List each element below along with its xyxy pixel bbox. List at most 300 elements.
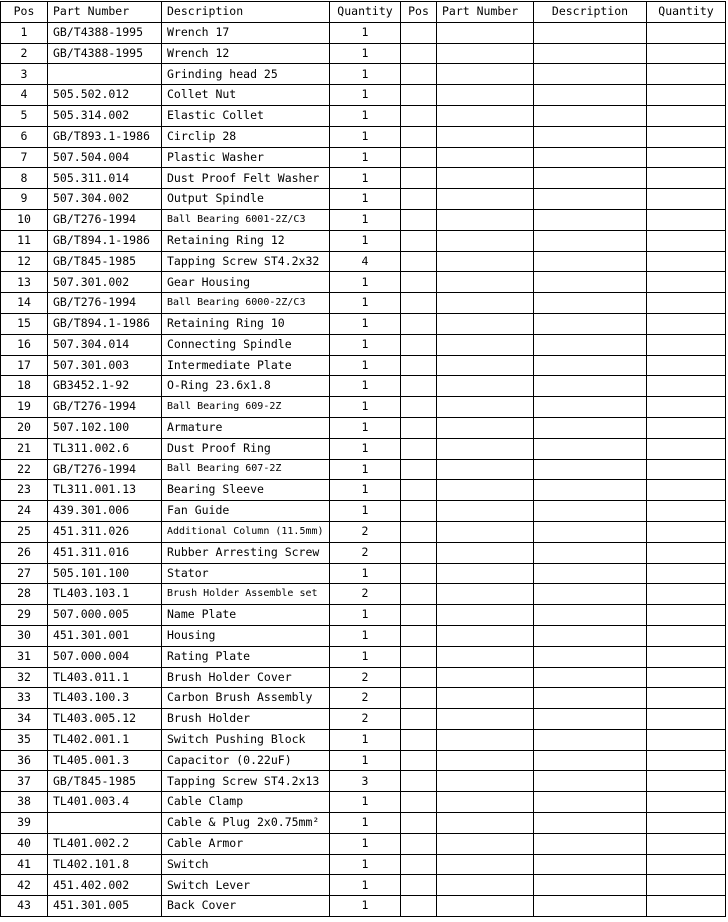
cell-description-empty xyxy=(534,709,647,730)
cell-pos-empty xyxy=(401,376,437,397)
table-row xyxy=(1,438,726,459)
cell-quantity-empty xyxy=(647,605,726,626)
cell-part-number-empty xyxy=(437,521,534,542)
cell-part-number: 507.304.014 xyxy=(48,334,162,355)
cell-description: Collet Nut xyxy=(162,85,330,106)
cell-pos-empty xyxy=(401,459,437,480)
cell-quantity: 1 xyxy=(330,189,401,210)
cell-description-empty xyxy=(534,875,647,896)
cell-part-number-empty xyxy=(437,230,534,251)
cell-quantity-empty xyxy=(647,813,726,834)
cell-part-number-empty xyxy=(437,854,534,875)
cell-quantity: 2 xyxy=(330,667,401,688)
cell-part-number-empty xyxy=(437,584,534,605)
cell-description: Elastic Collet xyxy=(162,105,330,126)
cell-description-empty xyxy=(534,501,647,522)
cell-pos-empty xyxy=(401,397,437,418)
table-row xyxy=(1,480,726,501)
cell-pos: 31 xyxy=(1,646,48,667)
cell-quantity: 2 xyxy=(330,521,401,542)
cell-description: Wrench 17 xyxy=(162,22,330,43)
cell-quantity-empty xyxy=(647,646,726,667)
cell-description: O-Ring 23.6x1.8 xyxy=(162,376,330,397)
cell-pos: 24 xyxy=(1,501,48,522)
table-row xyxy=(1,854,726,875)
header-quantity: Quantity xyxy=(330,2,401,23)
cell-pos-empty xyxy=(401,168,437,189)
cell-quantity: 1 xyxy=(330,605,401,626)
cell-description-empty xyxy=(534,376,647,397)
cell-quantity-empty xyxy=(647,105,726,126)
cell-quantity: 1 xyxy=(330,854,401,875)
table-row xyxy=(1,750,726,771)
cell-part-number: 507.504.004 xyxy=(48,147,162,168)
cell-quantity-empty xyxy=(647,272,726,293)
table-row xyxy=(1,272,726,293)
table-row xyxy=(1,771,726,792)
cell-description: Intermediate Plate xyxy=(162,355,330,376)
cell-description: Bearing Sleeve xyxy=(162,480,330,501)
cell-quantity-empty xyxy=(647,667,726,688)
table-row xyxy=(1,85,726,106)
cell-description-empty xyxy=(534,272,647,293)
cell-part-number-empty xyxy=(437,750,534,771)
table-row xyxy=(1,501,726,522)
table-row xyxy=(1,376,726,397)
header-description-2: Description xyxy=(534,2,647,23)
cell-quantity-empty xyxy=(647,43,726,64)
cell-description: Plastic Washer xyxy=(162,147,330,168)
cell-part-number-empty xyxy=(437,813,534,834)
table-row xyxy=(1,584,726,605)
cell-part-number-empty xyxy=(437,189,534,210)
table-row xyxy=(1,397,726,418)
cell-description-empty xyxy=(534,521,647,542)
cell-part-number: TL403.100.3 xyxy=(48,688,162,709)
table-row xyxy=(1,875,726,896)
cell-pos-empty xyxy=(401,272,437,293)
cell-quantity-empty xyxy=(647,501,726,522)
table-row xyxy=(1,64,726,85)
cell-description: Brush Holder xyxy=(162,709,330,730)
cell-part-number: 505.101.100 xyxy=(48,563,162,584)
cell-pos: 15 xyxy=(1,313,48,334)
cell-description-empty xyxy=(534,293,647,314)
cell-description-empty xyxy=(534,584,647,605)
cell-pos-empty xyxy=(401,43,437,64)
table-row xyxy=(1,313,726,334)
cell-pos: 10 xyxy=(1,209,48,230)
cell-description: Tapping Screw ST4.2x13 xyxy=(162,771,330,792)
cell-quantity: 1 xyxy=(330,272,401,293)
cell-description-empty xyxy=(534,85,647,106)
cell-quantity-empty xyxy=(647,438,726,459)
cell-quantity-empty xyxy=(647,397,726,418)
cell-description: Wrench 12 xyxy=(162,43,330,64)
cell-pos: 22 xyxy=(1,459,48,480)
cell-part-number: 505.314.002 xyxy=(48,105,162,126)
cell-description-empty xyxy=(534,105,647,126)
cell-quantity: 1 xyxy=(330,105,401,126)
cell-quantity-empty xyxy=(647,750,726,771)
cell-pos-empty xyxy=(401,313,437,334)
cell-description: Switch Pushing Block xyxy=(162,729,330,750)
cell-pos: 28 xyxy=(1,584,48,605)
cell-pos-empty xyxy=(401,209,437,230)
cell-quantity: 1 xyxy=(330,334,401,355)
cell-pos-empty xyxy=(401,417,437,438)
table-row xyxy=(1,625,726,646)
cell-quantity-empty xyxy=(647,625,726,646)
cell-part-number: 451.301.005 xyxy=(48,896,162,917)
cell-part-number-empty xyxy=(437,605,534,626)
header-description: Description xyxy=(162,2,330,23)
cell-quantity-empty xyxy=(647,688,726,709)
cell-quantity: 1 xyxy=(330,875,401,896)
cell-part-number-empty xyxy=(437,480,534,501)
cell-part-number-empty xyxy=(437,771,534,792)
cell-part-number-empty xyxy=(437,251,534,272)
cell-part-number-empty xyxy=(437,646,534,667)
cell-pos-empty xyxy=(401,750,437,771)
cell-quantity: 1 xyxy=(330,813,401,834)
cell-quantity-empty xyxy=(647,563,726,584)
cell-description: Brush Holder Cover xyxy=(162,667,330,688)
cell-pos: 12 xyxy=(1,251,48,272)
cell-part-number: GB/T845-1985 xyxy=(48,251,162,272)
cell-description-empty xyxy=(534,459,647,480)
cell-pos-empty xyxy=(401,605,437,626)
cell-part-number-empty xyxy=(437,22,534,43)
cell-part-number: GB/T276-1994 xyxy=(48,397,162,418)
cell-quantity-empty xyxy=(647,147,726,168)
cell-pos-empty xyxy=(401,480,437,501)
cell-pos: 11 xyxy=(1,230,48,251)
cell-pos-empty xyxy=(401,147,437,168)
cell-description: Housing xyxy=(162,625,330,646)
cell-description: Cable & Plug 2x0.75mm² xyxy=(162,813,330,834)
cell-pos-empty xyxy=(401,646,437,667)
cell-part-number: TL403.011.1 xyxy=(48,667,162,688)
cell-quantity: 3 xyxy=(330,771,401,792)
table-row xyxy=(1,189,726,210)
cell-pos-empty xyxy=(401,854,437,875)
cell-quantity-empty xyxy=(647,480,726,501)
cell-description: Ball Bearing 6000-2Z/C3 xyxy=(162,293,330,314)
cell-part-number: GB/T4388-1995 xyxy=(48,22,162,43)
cell-quantity: 1 xyxy=(330,750,401,771)
cell-description-empty xyxy=(534,230,647,251)
cell-part-number: 451.311.016 xyxy=(48,542,162,563)
cell-pos: 6 xyxy=(1,126,48,147)
table-row xyxy=(1,646,726,667)
cell-quantity-empty xyxy=(647,417,726,438)
cell-quantity: 1 xyxy=(330,355,401,376)
cell-part-number-empty xyxy=(437,875,534,896)
table-row xyxy=(1,209,726,230)
cell-description: Cable Clamp xyxy=(162,792,330,813)
cell-description: Switch xyxy=(162,854,330,875)
cell-quantity: 1 xyxy=(330,625,401,646)
header-pos-2: Pos xyxy=(401,2,437,23)
cell-part-number-empty xyxy=(437,667,534,688)
cell-part-number-empty xyxy=(437,43,534,64)
cell-pos: 42 xyxy=(1,875,48,896)
cell-pos: 41 xyxy=(1,854,48,875)
cell-description-empty xyxy=(534,417,647,438)
cell-quantity-empty xyxy=(647,22,726,43)
table-row xyxy=(1,521,726,542)
cell-quantity-empty xyxy=(647,792,726,813)
cell-pos-empty xyxy=(401,230,437,251)
cell-pos-empty xyxy=(401,126,437,147)
cell-quantity: 4 xyxy=(330,251,401,272)
cell-quantity: 1 xyxy=(330,729,401,750)
cell-part-number xyxy=(48,64,162,85)
cell-quantity-empty xyxy=(647,542,726,563)
cell-description-empty xyxy=(534,64,647,85)
cell-part-number: GB/T845-1985 xyxy=(48,771,162,792)
cell-quantity: 2 xyxy=(330,584,401,605)
cell-quantity: 1 xyxy=(330,313,401,334)
table-row xyxy=(1,792,726,813)
cell-pos: 27 xyxy=(1,563,48,584)
cell-description: Additional Column (11.5mm) xyxy=(162,521,330,542)
cell-pos: 2 xyxy=(1,43,48,64)
cell-quantity: 1 xyxy=(330,168,401,189)
cell-part-number: GB/T276-1994 xyxy=(48,293,162,314)
cell-part-number: GB/T894.1-1986 xyxy=(48,230,162,251)
cell-quantity-empty xyxy=(647,251,726,272)
cell-quantity-empty xyxy=(647,854,726,875)
cell-pos-empty xyxy=(401,542,437,563)
cell-description: Grinding head 25 xyxy=(162,64,330,85)
table-row xyxy=(1,896,726,917)
cell-pos: 34 xyxy=(1,709,48,730)
cell-quantity-empty xyxy=(647,355,726,376)
cell-part-number: 507.301.002 xyxy=(48,272,162,293)
cell-pos: 7 xyxy=(1,147,48,168)
cell-quantity: 1 xyxy=(330,417,401,438)
cell-part-number: GB/T894.1-1986 xyxy=(48,313,162,334)
cell-pos-empty xyxy=(401,625,437,646)
cell-quantity-empty xyxy=(647,896,726,917)
cell-pos-empty xyxy=(401,189,437,210)
cell-quantity-empty xyxy=(647,875,726,896)
cell-part-number: 505.502.012 xyxy=(48,85,162,106)
cell-quantity-empty xyxy=(647,126,726,147)
cell-description-empty xyxy=(534,646,647,667)
cell-quantity: 1 xyxy=(330,501,401,522)
cell-quantity-empty xyxy=(647,833,726,854)
cell-part-number: TL403.005.12 xyxy=(48,709,162,730)
cell-part-number: GB/T276-1994 xyxy=(48,459,162,480)
cell-description-empty xyxy=(534,729,647,750)
cell-quantity: 1 xyxy=(330,833,401,854)
cell-description-empty xyxy=(534,168,647,189)
cell-pos-empty xyxy=(401,501,437,522)
cell-pos: 23 xyxy=(1,480,48,501)
cell-quantity-empty xyxy=(647,230,726,251)
cell-pos: 19 xyxy=(1,397,48,418)
cell-part-number-empty xyxy=(437,501,534,522)
cell-pos: 16 xyxy=(1,334,48,355)
table-row xyxy=(1,168,726,189)
cell-part-number-empty xyxy=(437,147,534,168)
cell-pos: 33 xyxy=(1,688,48,709)
cell-description: Dust Proof Felt Washer xyxy=(162,168,330,189)
cell-description-empty xyxy=(534,771,647,792)
cell-quantity-empty xyxy=(647,189,726,210)
cell-description-empty xyxy=(534,563,647,584)
cell-description: Gear Housing xyxy=(162,272,330,293)
cell-pos: 8 xyxy=(1,168,48,189)
cell-pos: 43 xyxy=(1,896,48,917)
cell-quantity: 1 xyxy=(330,147,401,168)
cell-description-empty xyxy=(534,833,647,854)
cell-part-number: 439.301.006 xyxy=(48,501,162,522)
cell-pos: 9 xyxy=(1,189,48,210)
cell-quantity: 1 xyxy=(330,480,401,501)
table-row xyxy=(1,126,726,147)
cell-description: Rating Plate xyxy=(162,646,330,667)
table-row xyxy=(1,709,726,730)
cell-pos-empty xyxy=(401,584,437,605)
cell-pos-empty xyxy=(401,667,437,688)
cell-description-empty xyxy=(534,667,647,688)
cell-part-number-empty xyxy=(437,542,534,563)
cell-pos: 38 xyxy=(1,792,48,813)
cell-description-empty xyxy=(534,625,647,646)
cell-quantity: 1 xyxy=(330,397,401,418)
cell-part-number: 507.304.002 xyxy=(48,189,162,210)
cell-part-number: TL402.101.8 xyxy=(48,854,162,875)
cell-pos-empty xyxy=(401,355,437,376)
cell-quantity-empty xyxy=(647,334,726,355)
cell-description-empty xyxy=(534,334,647,355)
cell-quantity: 1 xyxy=(330,792,401,813)
cell-quantity-empty xyxy=(647,293,726,314)
cell-description: Output Spindle xyxy=(162,189,330,210)
header-part-number-2: Part Number xyxy=(437,2,534,23)
cell-pos: 5 xyxy=(1,105,48,126)
cell-description-empty xyxy=(534,251,647,272)
table-row xyxy=(1,230,726,251)
cell-part-number-empty xyxy=(437,64,534,85)
cell-description: Rubber Arresting Screw xyxy=(162,542,330,563)
cell-description: Retaining Ring 12 xyxy=(162,230,330,251)
cell-description: Connecting Spindle xyxy=(162,334,330,355)
cell-quantity: 1 xyxy=(330,85,401,106)
cell-description: Back Cover xyxy=(162,896,330,917)
table-row xyxy=(1,729,726,750)
table-row xyxy=(1,293,726,314)
cell-part-number: GB/T4388-1995 xyxy=(48,43,162,64)
cell-part-number: TL401.003.4 xyxy=(48,792,162,813)
cell-part-number-empty xyxy=(437,313,534,334)
cell-pos: 13 xyxy=(1,272,48,293)
cell-part-number: TL311.002.6 xyxy=(48,438,162,459)
cell-quantity: 1 xyxy=(330,43,401,64)
cell-part-number-empty xyxy=(437,272,534,293)
cell-quantity-empty xyxy=(647,459,726,480)
cell-quantity: 1 xyxy=(330,230,401,251)
cell-pos: 4 xyxy=(1,85,48,106)
cell-pos-empty xyxy=(401,64,437,85)
cell-description-empty xyxy=(534,147,647,168)
cell-pos: 25 xyxy=(1,521,48,542)
cell-quantity-empty xyxy=(647,168,726,189)
cell-description: Fan Guide xyxy=(162,501,330,522)
cell-quantity-empty xyxy=(647,313,726,334)
cell-part-number-empty xyxy=(437,376,534,397)
cell-description-empty xyxy=(534,313,647,334)
cell-part-number: TL403.103.1 xyxy=(48,584,162,605)
cell-part-number-empty xyxy=(437,126,534,147)
table-row xyxy=(1,833,726,854)
cell-pos-empty xyxy=(401,771,437,792)
cell-pos-empty xyxy=(401,105,437,126)
cell-pos: 30 xyxy=(1,625,48,646)
cell-part-number: TL401.002.2 xyxy=(48,833,162,854)
table-row xyxy=(1,22,726,43)
cell-pos-empty xyxy=(401,521,437,542)
cell-description-empty xyxy=(534,22,647,43)
cell-part-number-empty xyxy=(437,334,534,355)
cell-pos-empty xyxy=(401,833,437,854)
cell-quantity-empty xyxy=(647,209,726,230)
cell-pos: 3 xyxy=(1,64,48,85)
table-row xyxy=(1,459,726,480)
cell-quantity: 1 xyxy=(330,22,401,43)
cell-part-number xyxy=(48,813,162,834)
cell-quantity: 2 xyxy=(330,542,401,563)
cell-description-empty xyxy=(534,750,647,771)
cell-pos: 39 xyxy=(1,813,48,834)
cell-quantity: 1 xyxy=(330,209,401,230)
cell-quantity-empty xyxy=(647,709,726,730)
cell-description: Name Plate xyxy=(162,605,330,626)
cell-description-empty xyxy=(534,480,647,501)
cell-quantity-empty xyxy=(647,729,726,750)
cell-quantity-empty xyxy=(647,584,726,605)
cell-description-empty xyxy=(534,542,647,563)
cell-part-number-empty xyxy=(437,355,534,376)
cell-description-empty xyxy=(534,438,647,459)
cell-pos-empty xyxy=(401,85,437,106)
table-row xyxy=(1,667,726,688)
cell-description-empty xyxy=(534,397,647,418)
cell-quantity: 1 xyxy=(330,293,401,314)
cell-part-number: TL311.001.13 xyxy=(48,480,162,501)
cell-description-empty xyxy=(534,209,647,230)
cell-description: Ball Bearing 607-2Z xyxy=(162,459,330,480)
cell-quantity: 1 xyxy=(330,126,401,147)
cell-quantity: 2 xyxy=(330,688,401,709)
cell-description: Cable Armor xyxy=(162,833,330,854)
cell-pos-empty xyxy=(401,813,437,834)
cell-description-empty xyxy=(534,854,647,875)
cell-part-number: TL402.001.1 xyxy=(48,729,162,750)
cell-part-number: 507.000.004 xyxy=(48,646,162,667)
cell-description: Dust Proof Ring xyxy=(162,438,330,459)
parts-list-table xyxy=(0,1,726,917)
table-row xyxy=(1,417,726,438)
cell-description: Switch Lever xyxy=(162,875,330,896)
cell-quantity: 1 xyxy=(330,646,401,667)
cell-description: Retaining Ring 10 xyxy=(162,313,330,334)
cell-quantity: 1 xyxy=(330,438,401,459)
